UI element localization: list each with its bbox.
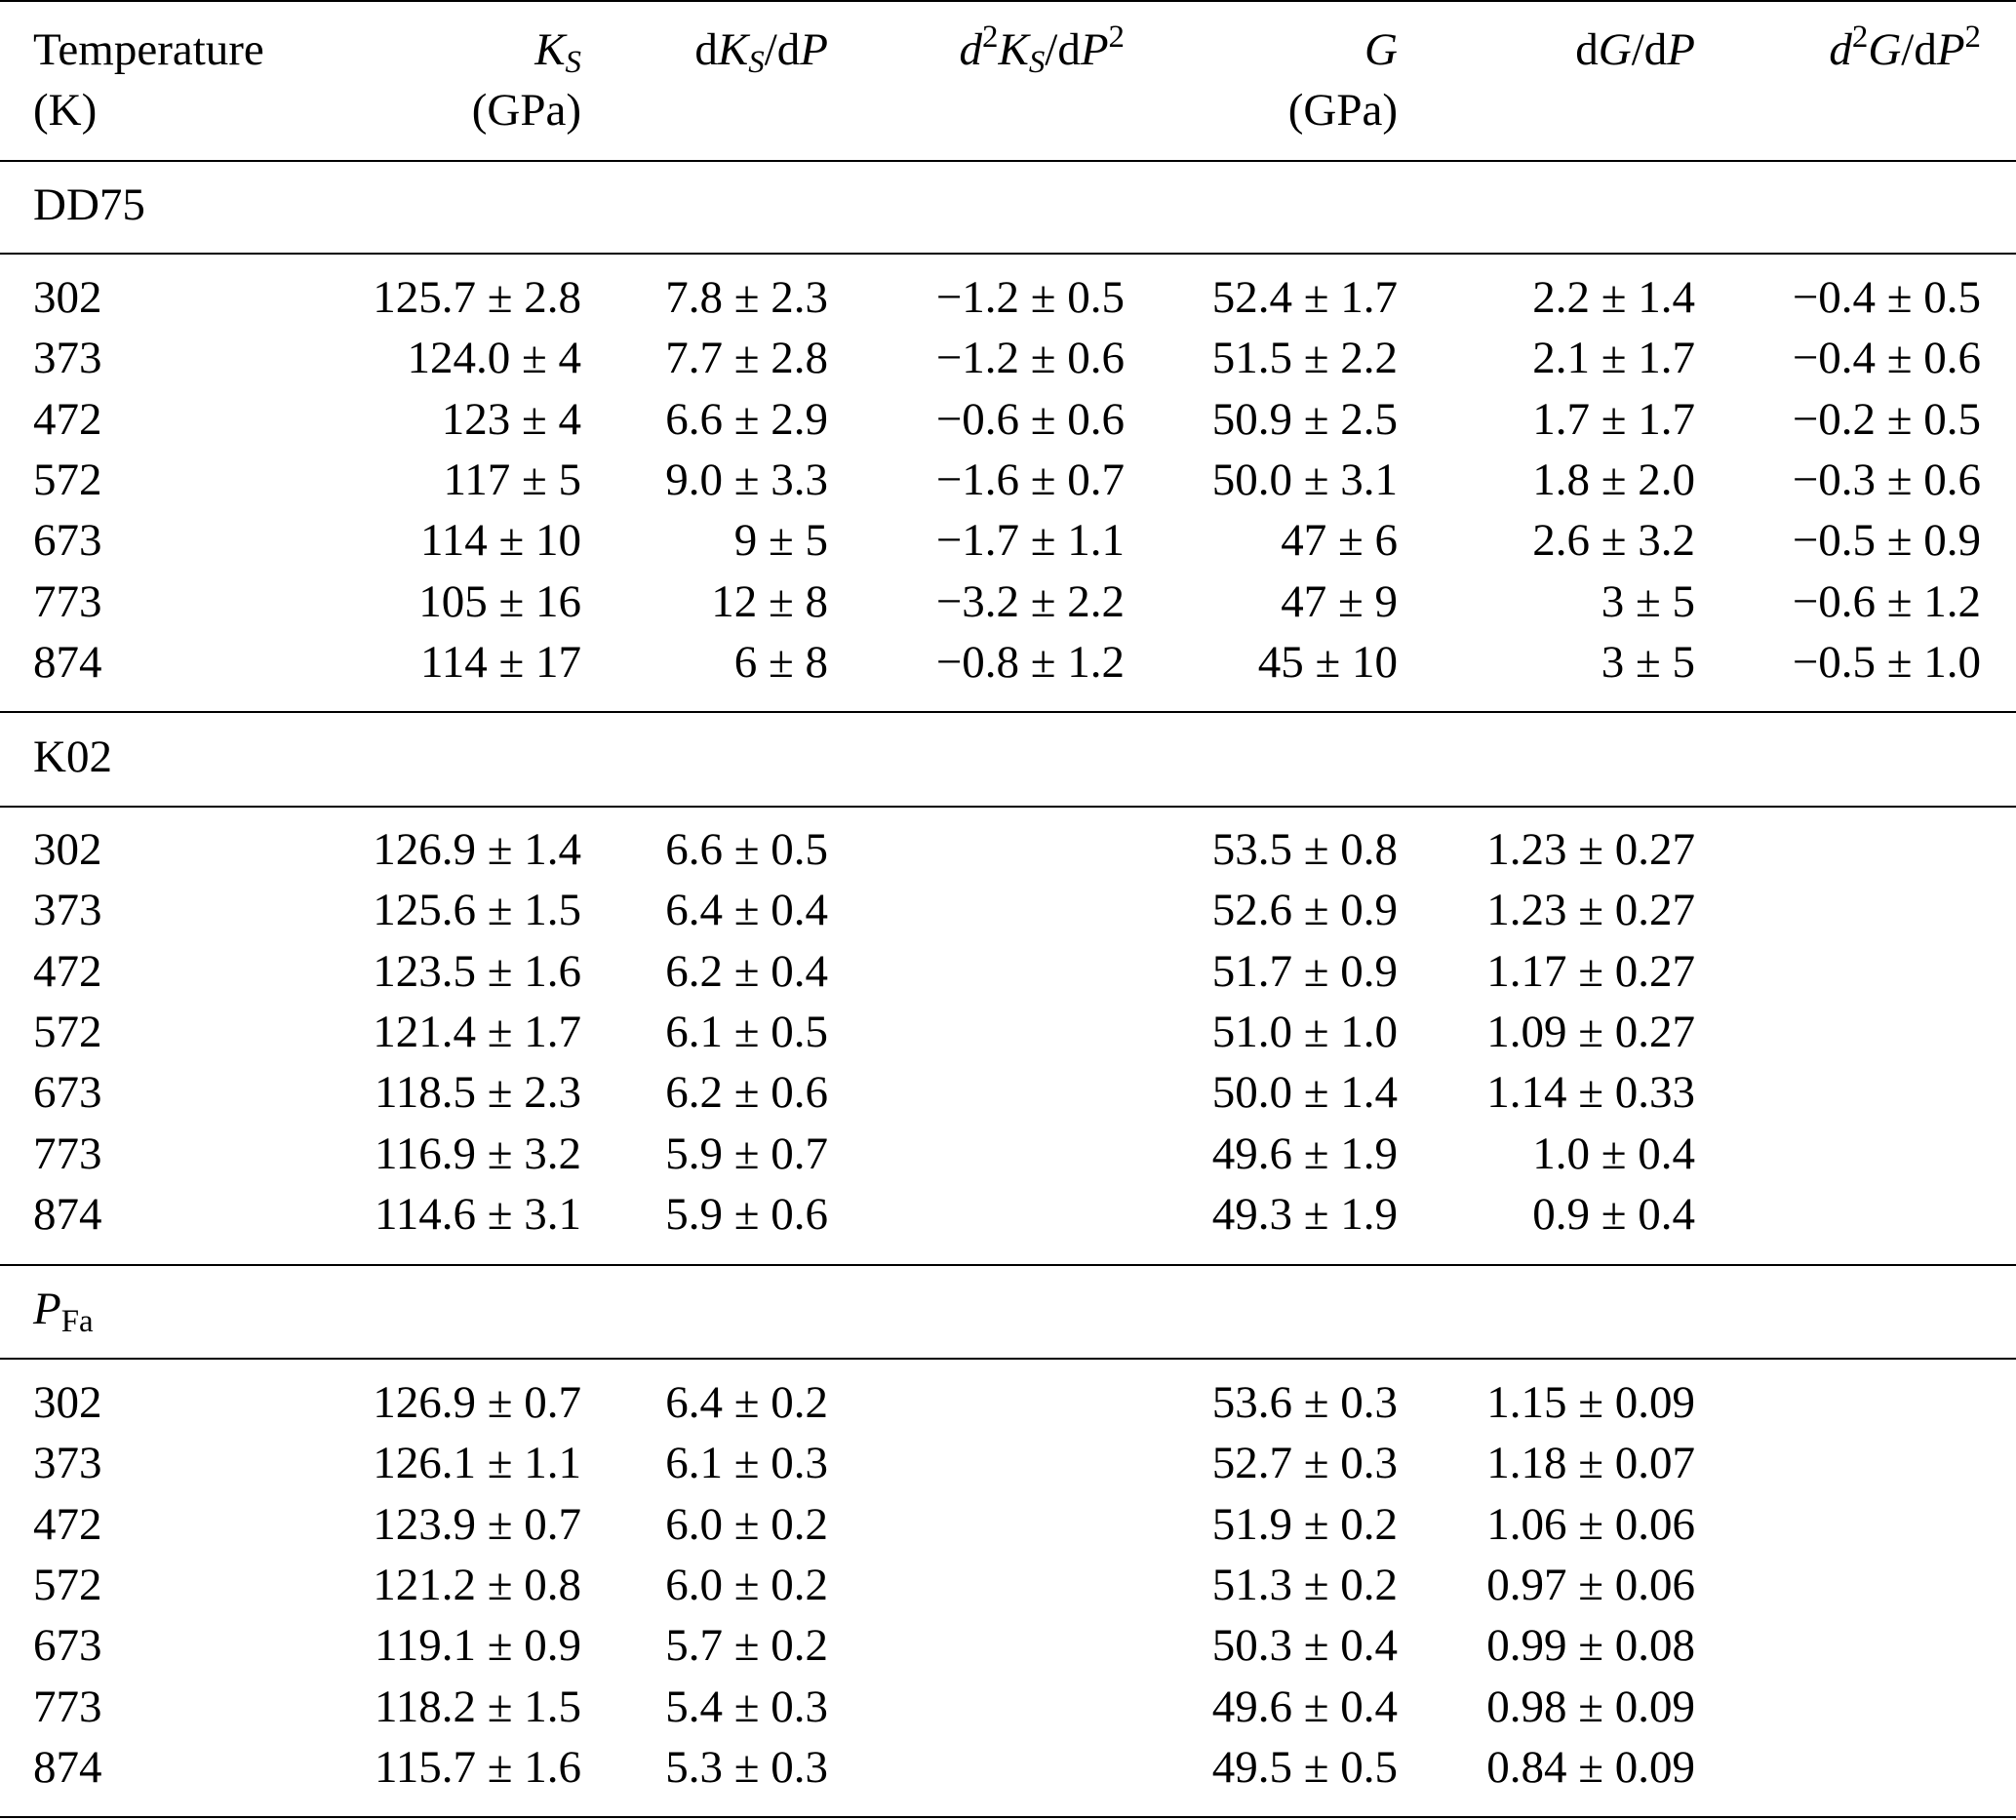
header-d2ks-dp2: $d^2K_S/dP^2$	[959, 19, 1125, 81]
cell-dg-dp: 1.14 ± 0.33	[1486, 1067, 1695, 1119]
cell-dg-dp: 1.18 ± 0.07	[1486, 1438, 1695, 1489]
cell-temperature: 673	[33, 1620, 102, 1672]
cell-dks-dp: 6.6 ± 0.5	[665, 824, 828, 875]
cell-g: 49.6 ± 0.4	[1211, 1681, 1398, 1732]
header-ks-unit: (GPa)	[471, 85, 581, 136]
cell-dks-dp: 6.0 ± 0.2	[665, 1559, 828, 1610]
cell-d2g-dp2	[1702, 1003, 1981, 1061]
cell-g: 52.7 ± 0.3	[1211, 1438, 1398, 1489]
cell-dg-dp: 1.17 ± 0.27	[1486, 945, 1695, 997]
cell-g: 49.3 ± 1.9	[1211, 1188, 1398, 1240]
cell-dks-dp: 6.0 ± 0.2	[665, 1498, 828, 1550]
cell-ks: 119.1 ± 0.9	[374, 1620, 581, 1672]
cell-d2g-dp2: −0.2 ± 0.5	[1792, 393, 1981, 445]
cell-g: 50.9 ± 2.5	[1211, 393, 1398, 445]
cell-d2g-dp2	[1702, 1373, 1981, 1432]
cell-dks-dp: 9.0 ± 3.3	[665, 454, 828, 505]
cell-d2g-dp2	[1702, 1495, 1981, 1554]
cell-g: 50.3 ± 0.4	[1211, 1620, 1398, 1672]
cell-g: 45 ± 10	[1257, 636, 1398, 688]
cell-dg-dp: 1.7 ± 1.7	[1532, 393, 1695, 445]
cell-d2ks-dp2: −1.6 ± 0.7	[935, 454, 1125, 505]
cell-d2ks-dp2	[839, 820, 1125, 879]
header-g: G	[1364, 24, 1398, 75]
cell-d2ks-dp2	[839, 1495, 1125, 1554]
group-separator-rule	[0, 711, 2016, 713]
cell-temperature: 373	[33, 333, 102, 384]
cell-d2ks-dp2	[839, 1556, 1125, 1614]
cell-dks-dp: 7.8 ± 2.3	[665, 272, 828, 323]
header-g-unit: (GPa)	[1287, 85, 1398, 136]
cell-temperature: 302	[33, 272, 102, 323]
cell-ks: 126.9 ± 0.7	[373, 1377, 581, 1428]
cell-g: 53.5 ± 0.8	[1211, 824, 1398, 875]
cell-g: 51.7 ± 0.9	[1211, 945, 1398, 997]
cell-d2ks-dp2: −1.2 ± 0.5	[935, 272, 1125, 323]
cell-dg-dp: 0.98 ± 0.09	[1486, 1681, 1695, 1732]
cell-d2g-dp2: −0.5 ± 1.0	[1792, 636, 1981, 688]
cell-d2g-dp2	[1702, 881, 1981, 939]
cell-dks-dp: 6 ± 8	[733, 636, 828, 688]
cell-d2ks-dp2	[839, 1434, 1125, 1492]
cell-dg-dp: 1.15 ± 0.09	[1486, 1377, 1695, 1428]
cell-temperature: 373	[33, 1438, 102, 1489]
cell-g: 52.6 ± 0.9	[1211, 885, 1398, 936]
cell-dks-dp: 5.3 ± 0.3	[665, 1741, 828, 1793]
group-label-k02: K02	[33, 732, 112, 782]
cell-dg-dp: 0.9 ± 0.4	[1532, 1188, 1695, 1240]
cell-dg-dp: 2.1 ± 1.7	[1532, 333, 1695, 384]
cell-d2g-dp2	[1702, 1738, 1981, 1797]
cell-d2g-dp2	[1702, 1063, 1981, 1122]
cell-dg-dp: 1.23 ± 0.27	[1486, 824, 1695, 875]
cell-temperature: 773	[33, 1681, 102, 1732]
cell-temperature: 572	[33, 454, 102, 505]
cell-temperature: 773	[33, 1128, 102, 1179]
cell-g: 51.0 ± 1.0	[1211, 1006, 1398, 1057]
cell-ks: 118.5 ± 2.3	[374, 1067, 581, 1119]
cell-dks-dp: 5.4 ± 0.3	[665, 1681, 828, 1732]
cell-dg-dp: 1.8 ± 2.0	[1532, 454, 1695, 505]
cell-temperature: 472	[33, 1498, 102, 1550]
cell-d2ks-dp2	[839, 1616, 1125, 1675]
table-top-rule	[0, 0, 2016, 2]
cell-temperature: 373	[33, 885, 102, 936]
cell-d2ks-dp2: −1.2 ± 0.6	[935, 333, 1125, 384]
cell-ks: 121.2 ± 0.8	[373, 1559, 581, 1610]
cell-ks: 117 ± 5	[443, 454, 581, 505]
cell-dg-dp: 2.2 ± 1.4	[1532, 272, 1695, 323]
cell-g: 51.9 ± 0.2	[1211, 1498, 1398, 1550]
cell-g: 47 ± 9	[1281, 575, 1398, 627]
cell-d2g-dp2: −0.6 ± 1.2	[1792, 575, 1981, 627]
cell-d2g-dp2	[1702, 1678, 1981, 1736]
cell-ks: 114 ± 17	[419, 636, 581, 688]
cell-ks: 114.6 ± 3.1	[374, 1188, 581, 1240]
header-dks-dp: $dK_S/dP$	[694, 24, 828, 81]
cell-dks-dp: 6.4 ± 0.4	[665, 885, 828, 936]
cell-g: 51.5 ± 2.2	[1211, 333, 1398, 384]
cell-temperature: 673	[33, 515, 102, 567]
cell-d2g-dp2	[1702, 1434, 1981, 1492]
cell-d2ks-dp2	[839, 1125, 1125, 1183]
cell-d2ks-dp2: −3.2 ± 2.2	[935, 575, 1125, 627]
cell-temperature: 572	[33, 1559, 102, 1610]
cell-dg-dp: 1.23 ± 0.27	[1486, 885, 1695, 936]
cell-d2ks-dp2	[839, 881, 1125, 939]
cell-temperature: 874	[33, 636, 102, 688]
cell-ks: 125.7 ± 2.8	[373, 272, 581, 323]
cell-d2ks-dp2: −0.8 ± 1.2	[935, 636, 1125, 688]
group-separator-rule	[0, 1264, 2016, 1266]
cell-dks-dp: 5.7 ± 0.2	[665, 1620, 828, 1672]
cell-ks: 105 ± 16	[418, 575, 581, 627]
cell-dks-dp: 7.7 ± 2.8	[665, 333, 828, 384]
cell-dks-dp: 6.1 ± 0.5	[665, 1006, 828, 1057]
cell-ks: 123.9 ± 0.7	[373, 1498, 581, 1550]
cell-d2g-dp2	[1702, 820, 1981, 879]
cell-ks: 121.4 ± 1.7	[373, 1006, 581, 1057]
cell-temperature: 773	[33, 575, 102, 627]
cell-g: 52.4 ± 1.7	[1211, 272, 1398, 323]
cell-g: 53.6 ± 0.3	[1211, 1377, 1398, 1428]
header-d2g-dp2: $d^2G/dP^2$	[1829, 19, 1981, 75]
cell-ks: 114 ± 10	[419, 515, 581, 567]
cell-temperature: 302	[33, 1377, 102, 1428]
cell-g: 47 ± 6	[1281, 515, 1398, 567]
cell-dks-dp: 12 ± 8	[711, 575, 828, 627]
cell-dks-dp: 6.2 ± 0.6	[665, 1067, 828, 1119]
cell-temperature: 472	[33, 945, 102, 997]
cell-d2g-dp2	[1702, 1185, 1981, 1244]
cell-d2g-dp2	[1702, 942, 1981, 1001]
table-bottom-rule	[0, 1816, 2016, 1818]
cell-dks-dp: 5.9 ± 0.6	[665, 1188, 828, 1240]
cell-g: 49.6 ± 1.9	[1211, 1128, 1398, 1179]
cell-dg-dp: 3 ± 5	[1601, 636, 1695, 688]
cell-d2g-dp2	[1702, 1556, 1981, 1614]
cell-dg-dp: 0.97 ± 0.06	[1486, 1559, 1695, 1610]
header-ks: $K_S$	[534, 24, 581, 81]
cell-dks-dp: 6.4 ± 0.2	[665, 1377, 828, 1428]
cell-dg-dp: 1.09 ± 0.27	[1486, 1006, 1695, 1057]
cell-dg-dp: 3 ± 5	[1601, 575, 1695, 627]
cell-ks: 118.2 ± 1.5	[374, 1681, 581, 1732]
group-label-dd75: DD75	[33, 179, 145, 230]
cell-ks: 123 ± 4	[441, 393, 581, 445]
header-dg-dp: dG/dP	[1575, 24, 1695, 75]
cell-dg-dp: 1.06 ± 0.06	[1486, 1498, 1695, 1550]
cell-ks: 126.1 ± 1.1	[373, 1438, 581, 1489]
cell-temperature: 572	[33, 1006, 102, 1057]
cell-d2g-dp2: −0.5 ± 0.9	[1792, 515, 1981, 567]
cell-dg-dp: 0.99 ± 0.08	[1486, 1620, 1695, 1672]
cell-ks: 123.5 ± 1.6	[373, 945, 581, 997]
cell-d2g-dp2: −0.3 ± 0.6	[1792, 454, 1981, 505]
cell-ks: 115.7 ± 1.6	[374, 1741, 581, 1793]
cell-dks-dp: 5.9 ± 0.7	[665, 1128, 828, 1179]
group-dd75-rule	[0, 253, 2016, 255]
cell-d2ks-dp2	[839, 1003, 1125, 1061]
group-label-pfa: $P_{Fa}$	[33, 1284, 94, 1340]
header-temperature: Temperature	[33, 24, 264, 75]
cell-dg-dp: 1.0 ± 0.4	[1532, 1128, 1695, 1179]
cell-temperature: 302	[33, 824, 102, 875]
cell-d2g-dp2	[1702, 1125, 1981, 1183]
cell-ks: 116.9 ± 3.2	[374, 1128, 581, 1179]
cell-ks: 124.0 ± 4	[407, 333, 581, 384]
cell-dg-dp: 2.6 ± 3.2	[1532, 515, 1695, 567]
cell-d2ks-dp2	[839, 1185, 1125, 1244]
header-temperature-unit: (K)	[33, 85, 98, 136]
cell-d2g-dp2	[1702, 1616, 1981, 1675]
cell-dks-dp: 6.1 ± 0.3	[665, 1438, 828, 1489]
cell-dg-dp: 0.84 ± 0.09	[1486, 1741, 1695, 1793]
cell-temperature: 874	[33, 1188, 102, 1240]
group-k02-rule	[0, 806, 2016, 808]
cell-d2ks-dp2	[839, 1738, 1125, 1797]
group-pfa-rule	[0, 1358, 2016, 1360]
cell-g: 50.0 ± 1.4	[1211, 1067, 1398, 1119]
cell-temperature: 874	[33, 1741, 102, 1793]
cell-d2ks-dp2: −1.7 ± 1.1	[935, 515, 1125, 567]
cell-dks-dp: 6.6 ± 2.9	[665, 393, 828, 445]
cell-d2g-dp2: −0.4 ± 0.6	[1792, 333, 1981, 384]
cell-ks: 125.6 ± 1.5	[373, 885, 581, 936]
cell-d2ks-dp2	[839, 1678, 1125, 1736]
cell-g: 49.5 ± 0.5	[1211, 1741, 1398, 1793]
cell-g: 51.3 ± 0.2	[1211, 1559, 1398, 1610]
cell-temperature: 673	[33, 1067, 102, 1119]
cell-g: 50.0 ± 3.1	[1211, 454, 1398, 505]
cell-dks-dp: 6.2 ± 0.4	[665, 945, 828, 997]
cell-temperature: 472	[33, 393, 102, 445]
header-bottom-rule	[0, 160, 2016, 162]
cell-d2ks-dp2	[839, 942, 1125, 1001]
cell-d2ks-dp2: −0.6 ± 0.6	[935, 393, 1125, 445]
cell-d2ks-dp2	[839, 1373, 1125, 1432]
cell-d2g-dp2: −0.4 ± 0.5	[1792, 272, 1981, 323]
cell-d2ks-dp2	[839, 1063, 1125, 1122]
cell-dks-dp: 9 ± 5	[733, 515, 828, 567]
cell-ks: 126.9 ± 1.4	[373, 824, 581, 875]
